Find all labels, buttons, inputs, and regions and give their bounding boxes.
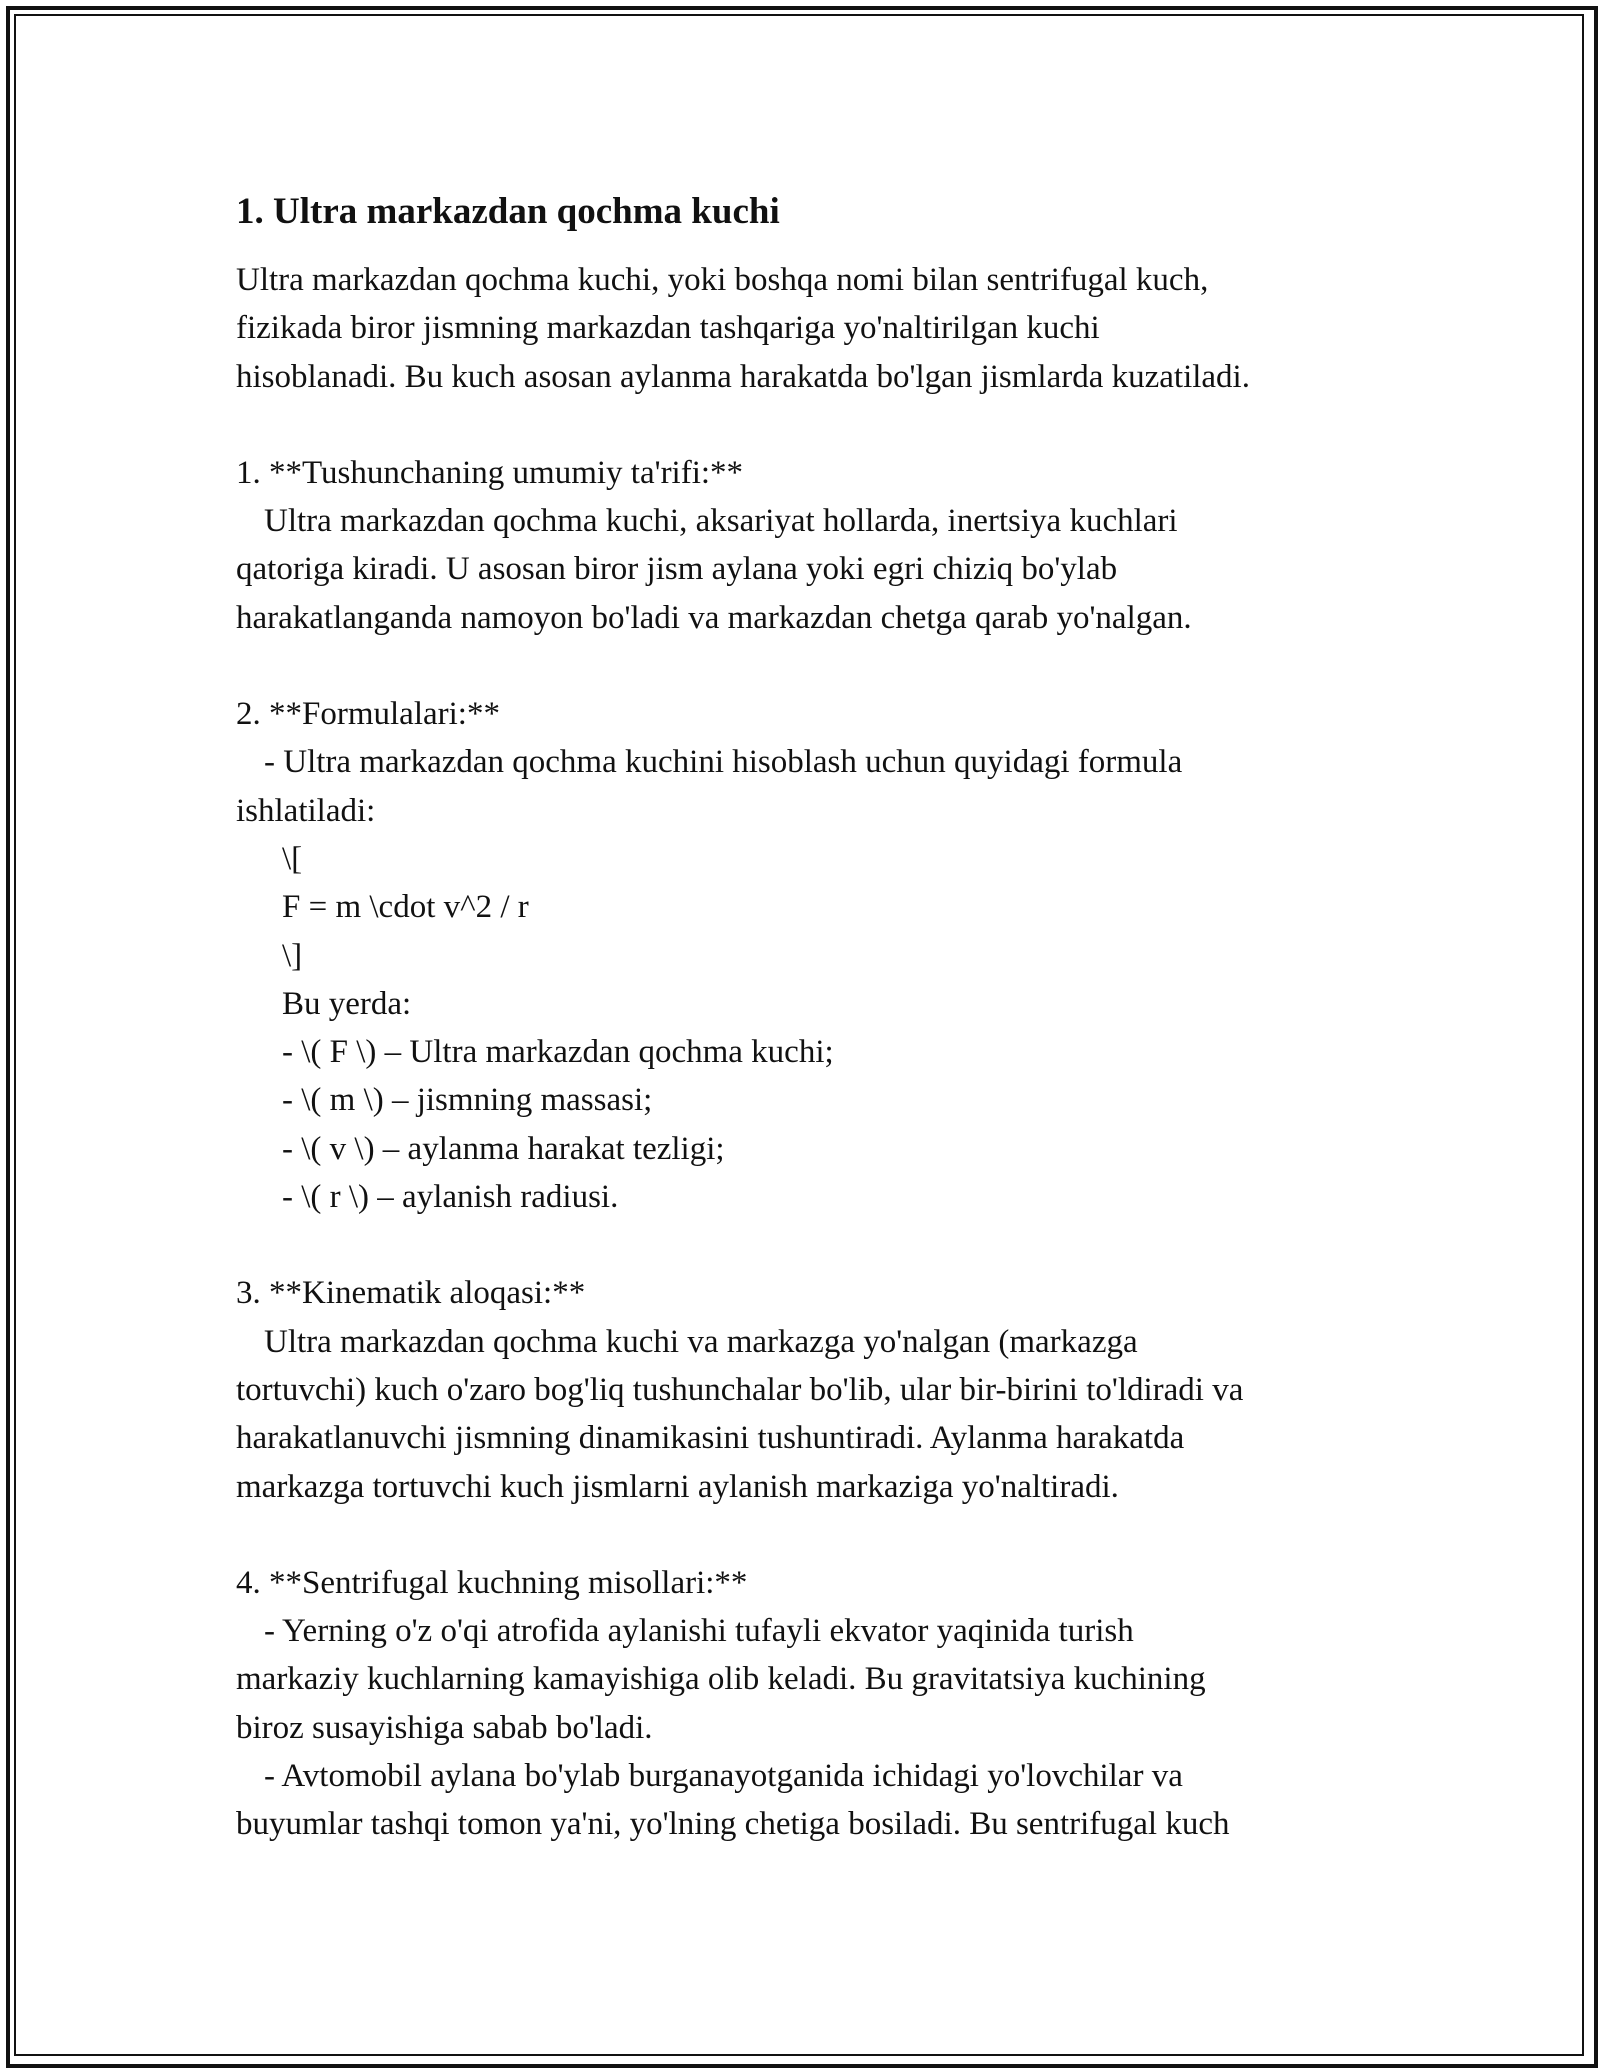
intro-line: fizikada biror jismning markazdan tashqariga yo'naltirilgan kuchi xyxy=(236,310,1100,347)
section-line: harakatlanuvchi jismning dinamikasini tushuntiradi. Aylanma harakatda xyxy=(236,1420,1185,1457)
intro-paragraph xyxy=(236,256,1376,401)
section-heading: 2. **Formulalari:** xyxy=(236,696,500,733)
section-formulas xyxy=(236,690,1376,1221)
section-heading: 1. **Tushunchaning umumiy ta'rifi:** xyxy=(236,454,744,491)
section-line: - Avtomobil aylana bo'ylab burganayotganida ichidagi yo'lovchilar va xyxy=(264,1758,1183,1795)
section-line: markaziy kuchlarning kamayishiga olib keladi. Bu gravitatsiya kuchining xyxy=(236,1661,1206,1698)
section-line: biroz susayishiga sabab bo'ladi. xyxy=(236,1709,653,1746)
document-title: 1. Ultra markazdan qochma kuchi xyxy=(236,191,780,232)
section-heading: 4. **Sentrifugal kuchning misollari:** xyxy=(236,1564,748,1601)
formula-line: - \( m \) – jismning massasi; xyxy=(282,1082,653,1119)
intro-line: Ultra markazdan qochma kuchi, yoki boshqa nomi bilan sentrifugal kuch, xyxy=(236,262,1209,298)
section-line: Ultra markazdan qochma kuchi, aksariyat hollarda, inertsiya kuchlari xyxy=(264,503,1178,540)
section-line: markazga tortuvchi kuch jismlarni aylanish markaziga yo'naltiradi. xyxy=(236,1468,1119,1505)
paragraph-gap xyxy=(236,1511,1376,1559)
formula-line: \] xyxy=(282,937,303,974)
section-examples xyxy=(236,1559,1376,1849)
formula-line: - \( v \) – aylanma harakat tezligi; xyxy=(282,1130,725,1167)
section-line: harakatlanganda namoyon bo'ladi va markazdan chetga qarab yo'nalgan. xyxy=(236,599,1192,636)
section-line: tortuvchi) kuch o'zaro bog'liq tushunchalar bo'lib, ular bir-birini to'ldiradi va xyxy=(236,1371,1244,1408)
section-line: Ultra markazdan qochma kuchi va markazga yo'nalgan (markazga xyxy=(264,1323,1138,1360)
paragraph-gap xyxy=(236,642,1376,690)
section-heading: 3. **Kinematik aloqasi:** xyxy=(236,1275,586,1312)
section-kinematics xyxy=(236,1269,1376,1510)
section-line: - Ultra markazdan qochma kuchini hisoblash uchun quyidagi formula xyxy=(264,744,1183,781)
formula-line: F = m \cdot v^2 / r xyxy=(282,889,529,926)
formula-line: - \( r \) – aylanish radiusi. xyxy=(282,1179,619,1216)
document-page xyxy=(236,180,1376,1849)
intro-line: hisoblanadi. Bu kuch asosan aylanma harakatda bo'lgan jismlarda kuzatiladi. xyxy=(236,358,1250,395)
formula-line: \[ xyxy=(282,840,303,877)
section-line: buyumlar tashqi tomon ya'ni, yo'lning chetiga bosiladi. Bu sentrifugal kuch xyxy=(236,1806,1230,1843)
section-line: qatoriga kiradi. U asosan biror jism aylana yoki egri chiziq bo'ylab xyxy=(236,551,1118,588)
paragraph-gap xyxy=(236,1221,1376,1269)
formula-line: - \( F \) – Ultra markazdan qochma kuchi; xyxy=(282,1034,834,1071)
formula-line: Bu yerda: xyxy=(282,985,412,1022)
section-line: - Yerning o'z o'qi atrofida aylanishi tufayli ekvator yaqinida turish xyxy=(264,1613,1134,1650)
section-line: ishlatiladi: xyxy=(236,792,376,829)
section-definition xyxy=(236,449,1376,642)
paragraph-gap xyxy=(236,401,1376,449)
